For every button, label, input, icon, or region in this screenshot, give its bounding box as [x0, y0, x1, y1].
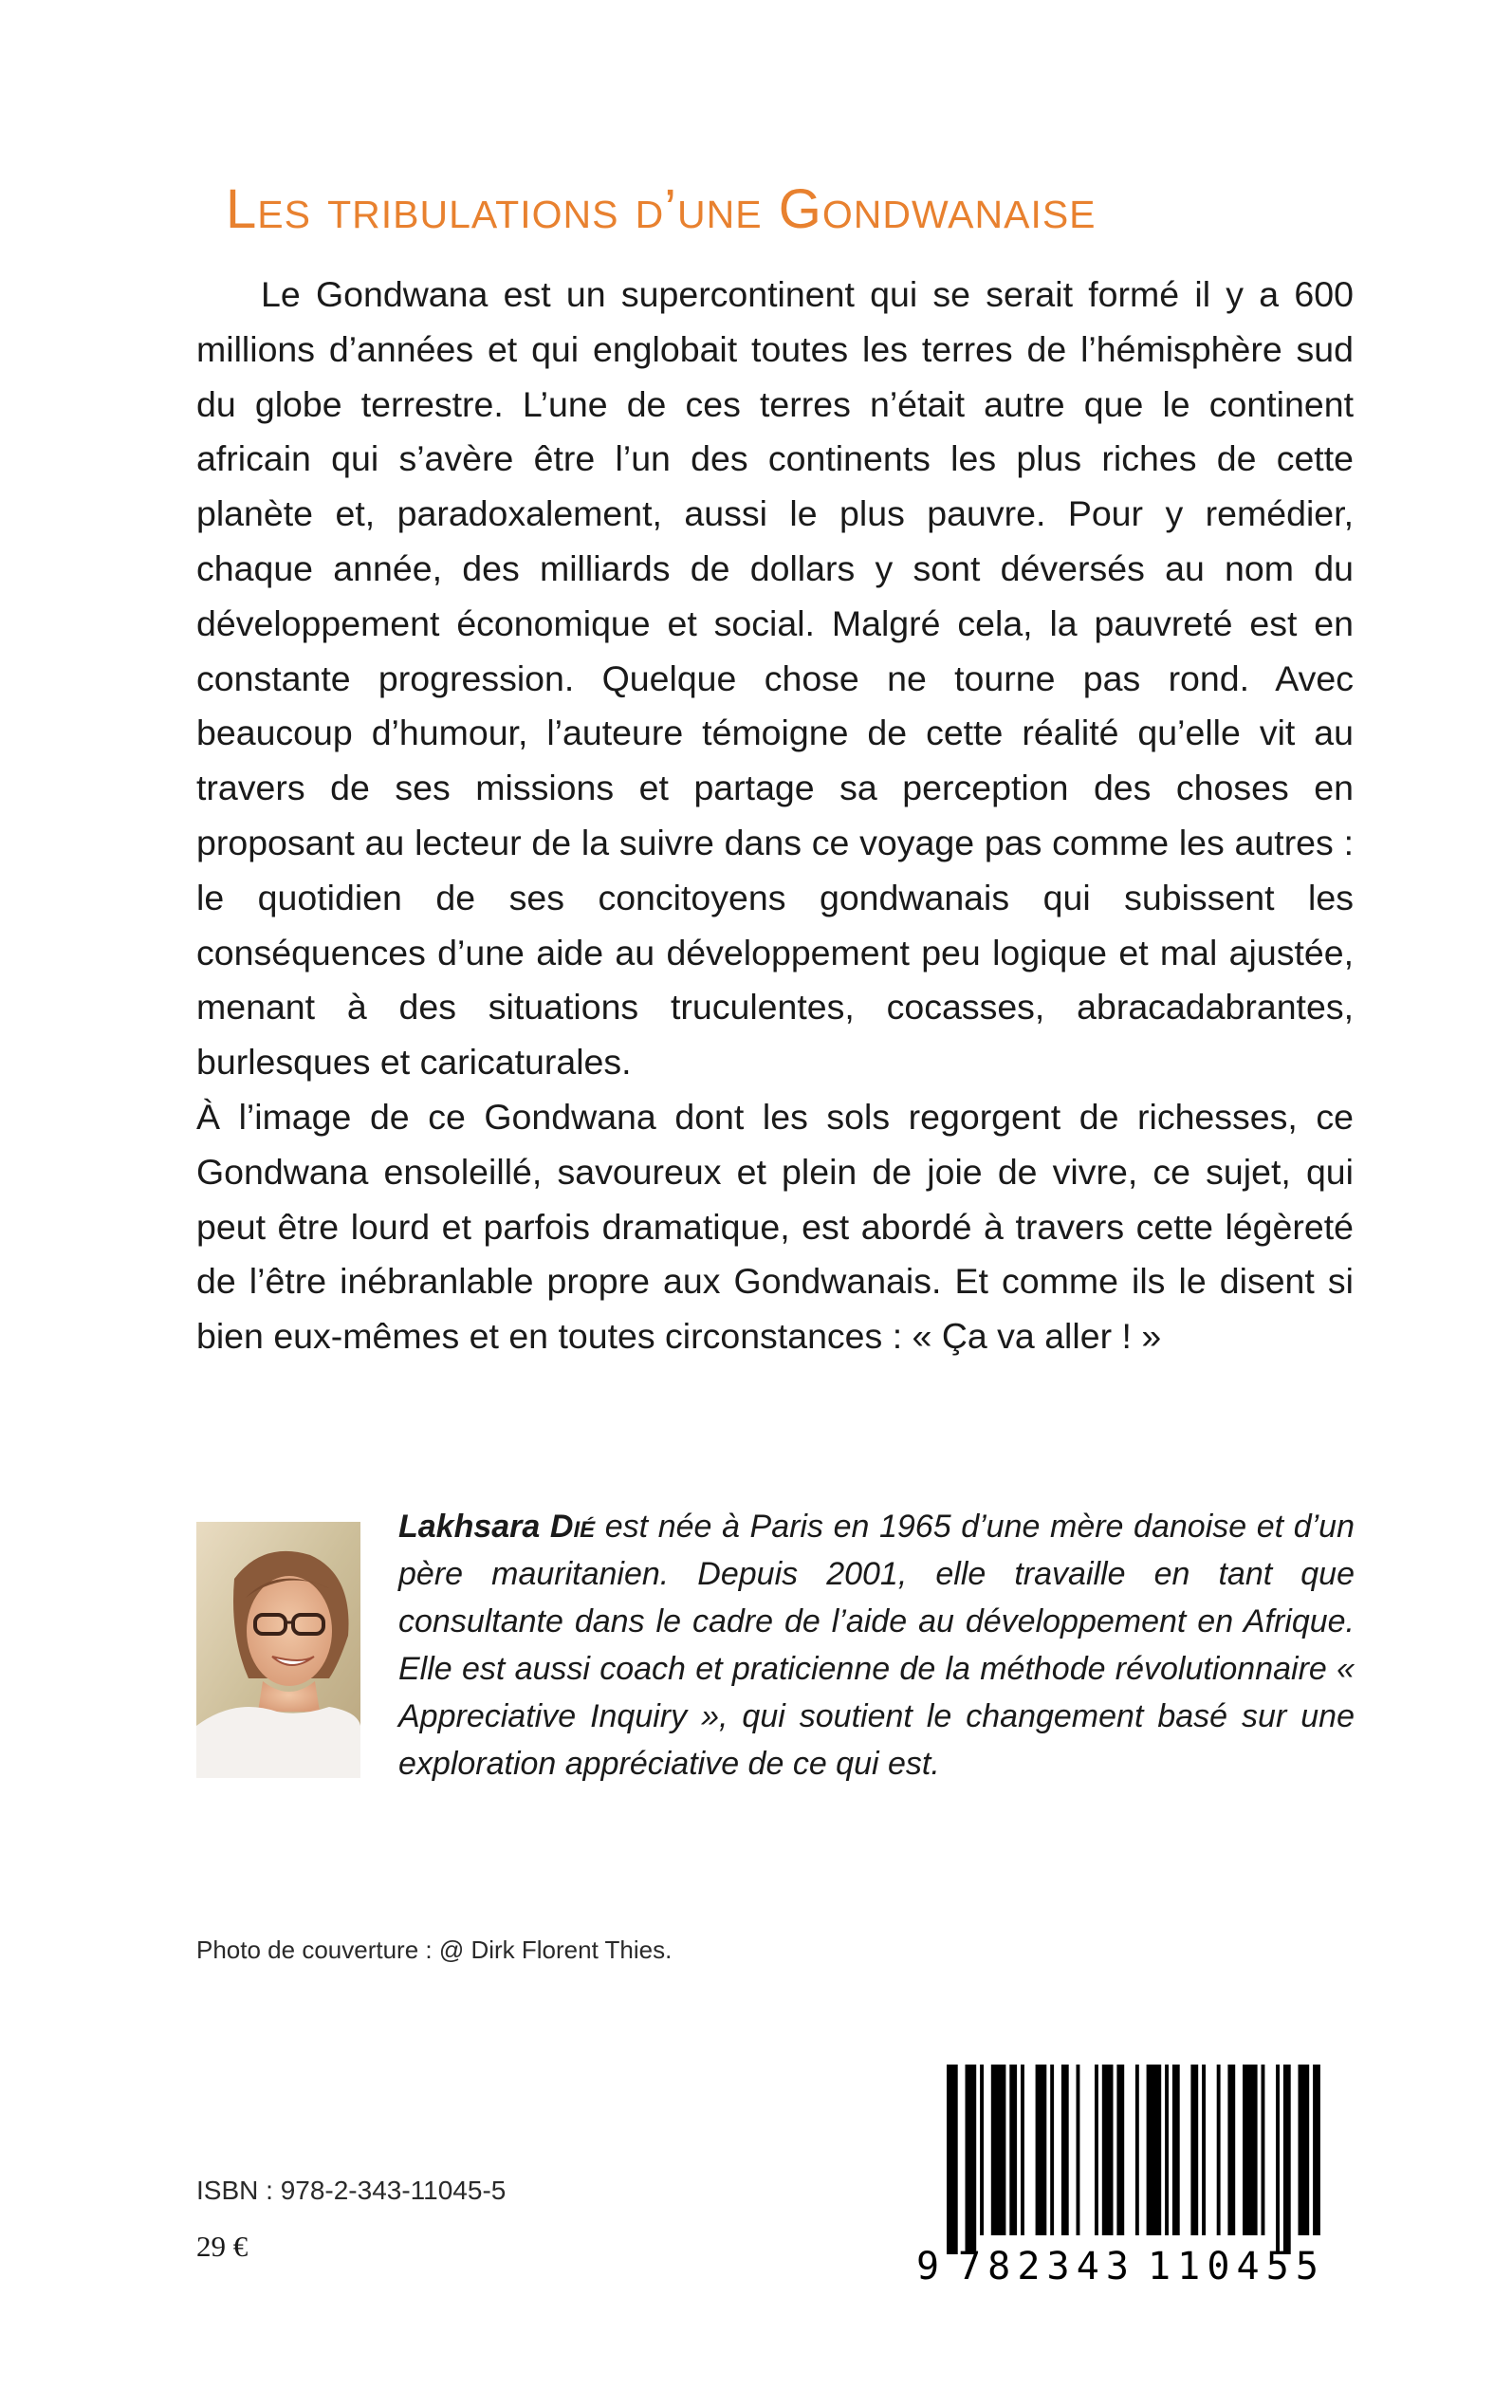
barcode-bar: [1165, 2065, 1169, 2235]
photo-credit: Photo de couverture : @ Dirk Florent Thies.: [196, 1936, 673, 1964]
price: 29 €: [196, 2230, 249, 2263]
barcode-bar: [1172, 2065, 1180, 2235]
author-last-name: Dié: [549, 1509, 596, 1545]
barcode-bar: [1313, 2065, 1320, 2235]
barcode-bar: [1102, 2065, 1114, 2235]
barcode-bar: [1217, 2065, 1221, 2235]
barcode-bar: [1299, 2065, 1310, 2235]
author-first-name: Lakhsara: [398, 1509, 541, 1545]
blurb-paragraph-2: À l’image de ce Gondwana dont les sols regorgent de richesses, ce Gondwana ensoleillé, savoureux et plein de joie de vivre, ce sujet, qui peut être lourd et parfois dramatique, est abordé à travers cette légèreté de l’être inébranlable propre aux Gondwanais. Et comme ils le disent si bien eux-mêmes et en toutes circonstances : « Ça va aller ! »: [196, 1096, 1354, 1357]
barcode-bar: [991, 2065, 1006, 2235]
author-bio-text: est née à Paris en 1965 d’une mère danoise et d’un père mauritanien. Depuis 2001, elle travaille en tant que consultante dans le cadre de l’aide au développement en Afrique. Elle est aussi coach et praticienne de la méthode révolutionnaire « Appreciative Inquiry », qui soutient le changement basé sur une exploration appréciative de ce qui est.: [398, 1509, 1355, 1782]
barcode-bar: [966, 2065, 977, 2254]
author-photo: [196, 1522, 360, 1778]
barcode-bar: [1283, 2065, 1291, 2254]
barcode-bar: [1116, 2065, 1124, 2235]
barcode-bar: [1276, 2065, 1280, 2254]
barcode-bar: [980, 2065, 984, 2235]
back-cover-blurb: [196, 268, 1354, 1364]
barcode-bar: [1227, 2065, 1235, 2235]
isbn-barcode: [909, 2065, 1345, 2285]
barcode-bar: [1262, 2065, 1265, 2235]
barcode-digits-left: 782343: [958, 2245, 1129, 2285]
barcode-digits-right: 110455: [1148, 2245, 1318, 2285]
book-title: Les tribulations d’une Gondwanaise: [226, 177, 1097, 240]
barcode-bar: [1135, 2065, 1139, 2235]
barcode-bar: [1021, 2065, 1024, 2235]
barcode-bar: [1190, 2065, 1198, 2235]
barcode-bar: [1061, 2065, 1069, 2235]
barcode-bar: [1147, 2065, 1162, 2235]
author-biography: [398, 1503, 1355, 1787]
barcode-bar: [1202, 2065, 1206, 2235]
barcode-bar: [1050, 2065, 1054, 2235]
barcode-digit-first: 9: [916, 2245, 940, 2285]
barcode-bar: [1009, 2065, 1017, 2235]
barcode-bar: [947, 2065, 958, 2254]
isbn: ISBN : 978-2-343-11045-5: [196, 2176, 507, 2205]
barcode-bar: [1243, 2065, 1258, 2235]
barcode-bars: [947, 2065, 1320, 2254]
barcode-bar: [1077, 2065, 1080, 2235]
barcode-bar: [1036, 2065, 1047, 2235]
barcode-bar: [1095, 2065, 1098, 2235]
blurb-paragraph-1: Le Gondwana est un supercontinent qui se serait formé il y a 600 millions d’années et qui englobait toutes les terres de l’hémisphère sud du globe terrestre. L’une de ces terres n’était autre que le continent africain qui s’avère être l’un des continents les plus riches de cette planète et, paradoxalement, aussi le plus pauvre. Pour y remédier, chaque année, des milliards de dollars y sont déversés au nom du développement économique et social. Malgré cela, la pauvreté est en constante progression. Quelque chose ne tourne pas rond. Avec beaucoup d’humour, l’auteure témoigne de cette réalité qu’elle vit au travers de ses missions et partage sa perception des choses en proposant au lecteur de la suivre dans ce voyage pas comme les autres : le quotidien de ses concitoyens gondwanais qui subissent les conséquences d’une aide au développement peu logique et mal ajustée, menant à des situations truculentes, cocasses, abracadabrantes, burlesques et caricaturales.: [196, 274, 1354, 1083]
